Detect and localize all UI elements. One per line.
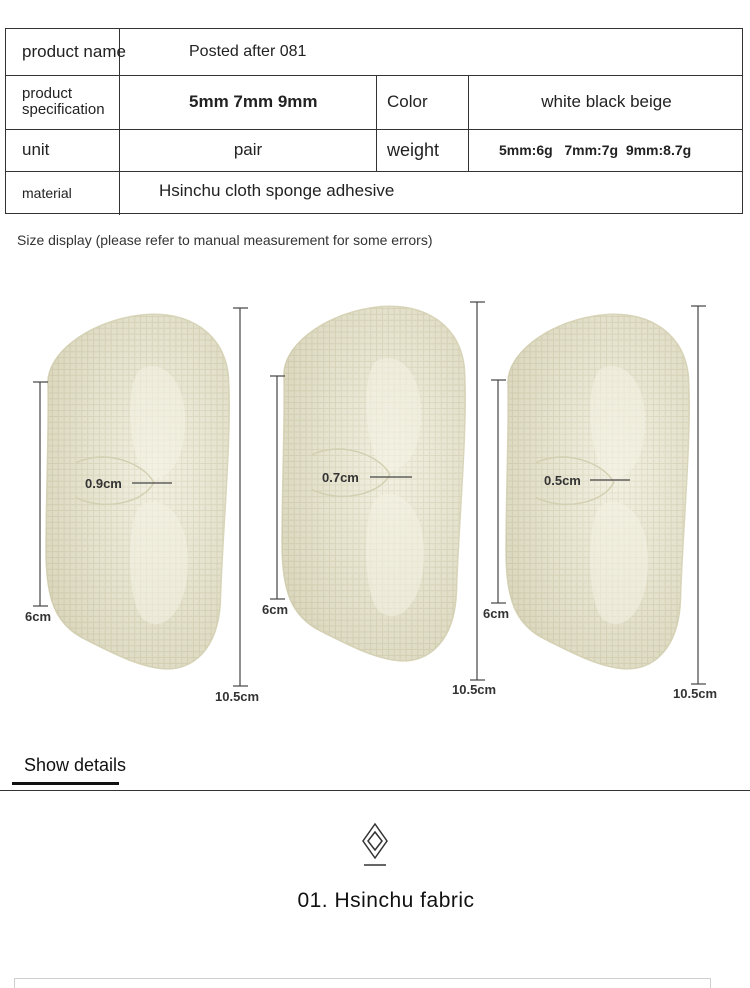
height-label-2: 6cm [262,602,289,617]
length-label-3: 10.5cm [673,686,718,701]
section-divider [0,790,750,791]
weight-label: weight [387,139,440,160]
size-caption: Size display (please refer to manual measurement for some errors) [17,232,433,248]
color-label: Color [387,92,428,111]
unit-label: unit [22,140,50,159]
spec-value: 5mm 7mm 9mm [189,92,318,111]
height-label-1: 6cm [25,609,52,624]
spec-label-line2: specification [22,101,105,118]
diamond-icon [360,822,390,868]
product-name-value: Posted after 081 [189,43,307,60]
spec-label [22,75,105,129]
spec-label-line1: product [22,85,73,102]
weight-value: 5mm:6g 7mm:7g 9mm:8.7g [499,142,692,158]
thickness-label-3: 0.5cm [544,473,581,488]
product-size-illustration [0,290,750,720]
length-label-2: 10.5cm [452,682,497,697]
thickness-label-1: 0.9cm [85,476,122,491]
show-details-tab[interactable]: Show details [24,755,127,775]
material-value: Hsinchu cloth sponge adhesive [159,181,395,200]
height-label-3: 6cm [483,606,510,621]
color-value: white black beige [541,92,672,111]
column-divider [376,75,377,171]
spec-table [5,28,743,214]
section-title: 01. Hsinchu fabric [297,889,475,912]
material-label: material [22,185,72,201]
unit-value: pair [233,140,263,159]
length-label-1: 10.5cm [215,689,260,704]
product-name-label: product name [22,42,126,61]
active-tab-underline [12,782,119,785]
thickness-label-2: 0.7cm [322,470,359,485]
content-panel [14,978,711,988]
